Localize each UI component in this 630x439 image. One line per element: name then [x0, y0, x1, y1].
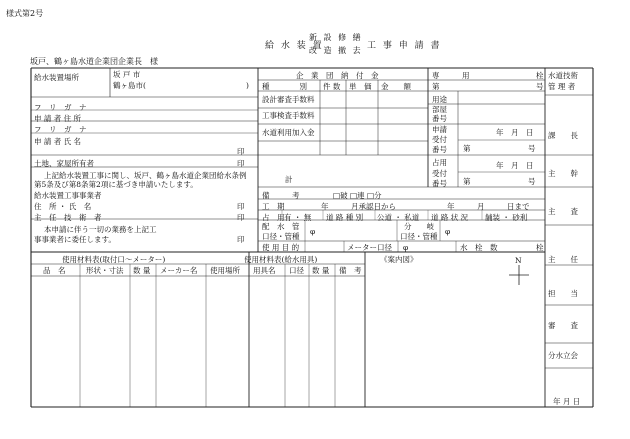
no-label: 第 — [432, 82, 440, 91]
go-label: 号 — [536, 82, 544, 91]
usage-label: 用途 — [432, 95, 447, 104]
col-bore: 口径 — [289, 266, 304, 275]
occupancy-options[interactable]: 有 ・ 無 — [284, 213, 312, 222]
period-to: 年 月 日まで — [447, 202, 530, 211]
col-tool-name: 用具名 — [253, 266, 276, 275]
fees-col-qty: 件 数 — [323, 82, 341, 91]
road-type-options[interactable]: 公道 ・ 私道 — [377, 213, 420, 222]
col-item-name: 品 名 — [43, 266, 66, 275]
road-state-label: 道 路 状 況 — [431, 213, 469, 222]
col-qty-left: 数 量 — [133, 266, 151, 275]
seal-owner: 印 — [237, 159, 245, 168]
materials-user-title: 使用材料表(給水用具) — [244, 255, 318, 264]
witness-label: 分水立会 — [548, 351, 578, 360]
address-name-label: 住 所 ・ 氏 名 — [34, 202, 92, 211]
title-mid-top: 新 設 修 繕 — [309, 33, 363, 42]
fee-water-join: 水道利用加入金 — [262, 128, 315, 137]
section-chief-label: 課 長 — [548, 131, 578, 140]
col-location: 使用場所 — [210, 266, 240, 275]
purpose-label: 使 用 目 的 — [262, 243, 300, 252]
water-manager-2: 管 理 者 — [548, 82, 576, 91]
applicant-name-label: 申 請 者 氏 名 — [34, 137, 82, 146]
delegation-statement: 本申請に伴う一切の業務を上記工事事業者に委任します。 — [34, 225, 157, 244]
col-qty-right: 数 量 — [312, 266, 330, 275]
main-pipe-label-2: 口径・管種 — [262, 232, 300, 241]
app-label-1: 申請 — [432, 125, 447, 134]
dedicated-label: 専 用 — [432, 71, 470, 80]
witness-date: 年 月 日 — [553, 397, 581, 406]
chief-engineer-label: 主 任 技 術 者 — [34, 213, 102, 222]
faucet-count-label: 水 栓 数 — [460, 243, 498, 252]
seal-delegation: 印 — [237, 235, 245, 244]
furigana-2: フ リ ガ ナ — [34, 125, 87, 134]
col-maker: メーカー名 — [160, 266, 198, 275]
occ-dai: 第 — [463, 177, 471, 186]
application-statement: 上記給水装置工事に関し、坂戸、鶴ヶ島水道企業団給水条例第5条及び第8条第2項に基づき申請いたします。 — [34, 171, 247, 189]
app-dai: 第 — [463, 144, 471, 153]
app-go: 号 — [528, 144, 536, 153]
room-label-2: 番号 — [432, 114, 447, 123]
occ-label-2: 受付 — [432, 169, 447, 178]
period-from: 年 月承認日から — [321, 202, 396, 211]
fees-col-amount: 金 額 — [381, 82, 411, 91]
city-close-paren: ) — [246, 81, 249, 90]
occupancy-label: 占 用 — [262, 213, 285, 222]
occ-label-1: 占用 — [432, 158, 447, 167]
fee-design-review: 設計審査手数料 — [262, 95, 315, 104]
city-tsurugashima: 鶴ヶ島市( — [113, 81, 146, 90]
meter-size-label: メーター口径 — [347, 243, 392, 252]
meter-phi: φ — [403, 243, 409, 252]
branch-label-1: 分 岐 — [404, 222, 434, 231]
remarks-options[interactable]: □破 □連 □分 — [333, 191, 382, 200]
main-pipe-label-1: 配 水 管 — [262, 222, 300, 231]
app-label-3: 番号 — [432, 145, 447, 154]
contractor-label: 給水装置工事事業者 — [34, 191, 102, 200]
seal-contractor: 印 — [237, 202, 245, 211]
supervisor-label: 主 幹 — [548, 169, 578, 178]
period-label: 工 期 — [262, 202, 285, 211]
city-sakado: 坂 戸 市 — [113, 70, 141, 79]
guide-map-title: 《案内図》 — [380, 255, 418, 264]
main-pipe-phi: φ — [310, 227, 316, 236]
branch-label-2: 口径・管種 — [400, 232, 438, 241]
fees-col-type: 種 別 — [262, 82, 307, 91]
title-mid-bottom: 改 造 撤 去 — [309, 46, 363, 55]
furigana-1: フ リ ガ ナ — [34, 103, 87, 112]
form-number: 様式第2号 — [6, 9, 44, 18]
seal-engineer: 印 — [237, 213, 245, 222]
title-right: 工 事 申 請 書 — [367, 41, 442, 51]
fees-total-label: 計 — [285, 175, 293, 184]
tap-label: 栓 — [536, 71, 544, 80]
app-label-2: 受付 — [432, 135, 447, 144]
occ-label-3: 番号 — [432, 179, 447, 188]
chief-label: 主 査 — [548, 207, 578, 216]
water-manager-1: 水道技術 — [548, 71, 578, 80]
occ-date: 年 月 日 — [496, 161, 534, 170]
faucet-tap: 栓 — [536, 243, 544, 252]
review-label: 審 査 — [548, 321, 578, 330]
app-date: 年 月 日 — [496, 128, 534, 137]
remarks-label: 備 考 — [262, 191, 300, 200]
road-state-options[interactable]: 舗装 ・ 砂利 — [485, 213, 528, 222]
title-left: 給 水 装 置 — [265, 41, 324, 51]
in-charge-label: 担 当 — [548, 289, 578, 298]
addressee: 坂戸、鶴ヶ島水道企業団企業長 様 — [30, 57, 158, 66]
fees-col-unit: 単 価 — [349, 82, 372, 91]
col-shape-size: 形状・寸法 — [86, 266, 124, 275]
north-label: N — [515, 256, 522, 265]
road-type-label: 道 路 種 別 — [326, 213, 364, 222]
seal-applicant: 印 — [237, 147, 245, 156]
col-remarks: 備 考 — [339, 266, 362, 275]
owner-label: 土地、家屋所有者 — [34, 159, 94, 168]
room-label-1: 部屋 — [432, 105, 447, 114]
fee-inspection: 工事検査手数料 — [262, 111, 315, 120]
staff-label: 主 任 — [548, 255, 578, 264]
branch-phi: φ — [445, 227, 451, 236]
occ-go: 号 — [528, 177, 536, 186]
fees-header: 企 業 団 納 付 金 — [296, 71, 379, 80]
location-label: 給水装置場所 — [34, 73, 79, 82]
materials-meter-title: 使用材料表(取付口〜メーター) — [62, 255, 166, 264]
applicant-address-label: 申 請 者 住 所 — [34, 114, 82, 123]
